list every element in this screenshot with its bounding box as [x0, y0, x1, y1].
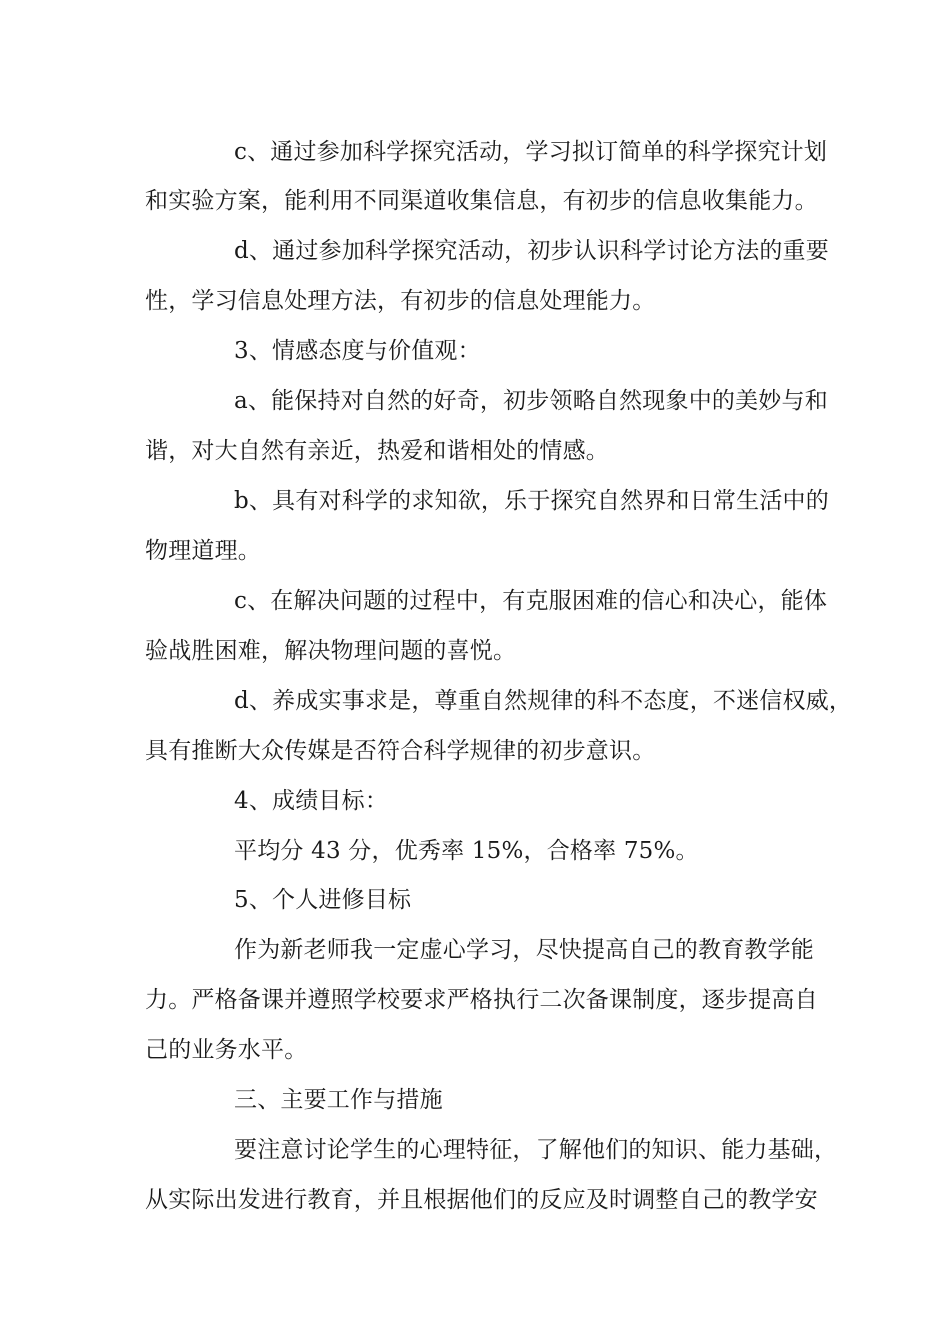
text-line: d、养成实事求是，尊重自然规律的科不态度，不迷信权威， — [234, 688, 853, 714]
text-line: 验战胜困难，解决物理问题的喜悦。 — [145, 638, 517, 664]
section-heading: 3、情感态度与价值观： — [234, 338, 481, 364]
text-line: 作为新老师我一定虚心学习，尽快提高自己的教育教学能 — [234, 937, 814, 963]
text-line: b、具有对科学的求知欲，乐于探究自然界和日常生活中的 — [234, 488, 829, 514]
text-line: 平均分 43 分，优秀率 15%，合格率 75%。 — [234, 838, 699, 864]
text-line: c、在解决问题的过程中，有克服困难的信心和决心，能体 — [234, 588, 828, 614]
text-line: 和实验方案，能利用不同渠道收集信息，有初步的信息收集能力。 — [145, 188, 818, 214]
section-heading: 4、成绩目标： — [234, 788, 389, 814]
section-heading: 5、个人进修目标 — [234, 887, 412, 913]
text-line: 具有推断大众传媒是否符合科学规律的初步意识。 — [145, 738, 656, 764]
text-line: a、能保持对自然的好奇，初步领略自然现象中的美妙与和 — [234, 388, 828, 414]
text-line: 力。严格备课并遵照学校要求严格执行二次备课制度，逐步提高自 — [145, 987, 818, 1013]
text-line: 谐，对大自然有亲近，热爱和谐相处的情感。 — [145, 438, 609, 464]
section-heading: 三、主要工作与措施 — [234, 1087, 443, 1113]
text-line: 性，学习信息处理方法，有初步的信息处理能力。 — [145, 288, 656, 314]
text-line: c、通过参加科学探究活动，学习拟订简单的科学探究计划 — [234, 139, 828, 165]
text-line: d、通过参加科学探究活动，初步认识科学讨论方法的重要 — [234, 238, 829, 264]
text-line: 物理道理。 — [145, 538, 261, 564]
text-line: 要注意讨论学生的心理特征，了解他们的知识、能力基础， — [234, 1137, 838, 1163]
text-line: 从实际出发进行教育，并且根据他们的反应及时调整自己的教学安 — [145, 1187, 818, 1213]
text-line: 己的业务水平。 — [145, 1037, 308, 1063]
